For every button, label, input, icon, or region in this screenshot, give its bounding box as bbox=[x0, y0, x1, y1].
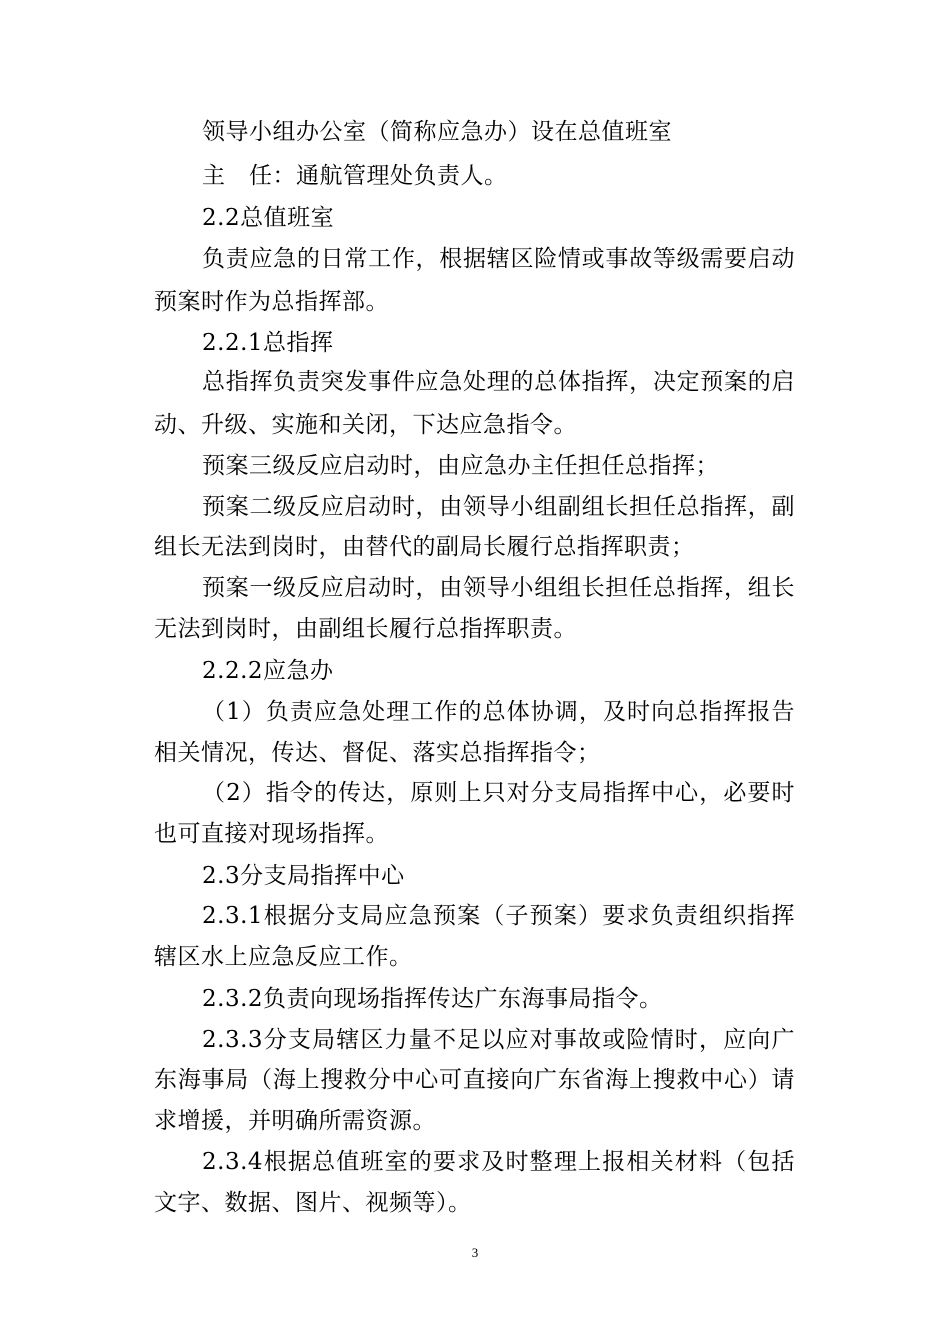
paragraph-line: 2.3.4根据总值班室的要求及时整理上报相关材料（包括 bbox=[202, 1149, 795, 1175]
paragraph-line: 也可直接对现场指挥。 bbox=[154, 821, 389, 847]
page-number: 3 bbox=[471, 1245, 479, 1260]
paragraph-line: （2）指令的传达，原则上只对分支局指挥中心，必要时 bbox=[202, 780, 795, 806]
paragraph-line: 2.3.1根据分支局应急预案（子预案）要求负责组织指挥 bbox=[202, 903, 795, 929]
paragraph-line: 预案时作为总指挥部。 bbox=[154, 289, 389, 315]
paragraph-line: 相关情况，传达、督促、落实总指挥指令； bbox=[154, 740, 601, 766]
paragraph-line: 文字、数据、图片、视频等）。 bbox=[154, 1190, 472, 1216]
paragraph-line: 动、升级、实施和关闭，下达应急指令。 bbox=[154, 412, 577, 438]
section-heading: 2.3分支局指挥中心 bbox=[202, 863, 405, 889]
paragraph-line: 预案一级反应启动时，由领导小组组长担任总指挥，组长 bbox=[202, 575, 795, 601]
section-heading: 2.2.2应急办 bbox=[202, 658, 334, 684]
paragraph-line: 组长无法到岗时，由替代的副局长履行总指挥职责； bbox=[154, 534, 695, 560]
paragraph-line: 辖区水上应急反应工作。 bbox=[154, 944, 413, 970]
paragraph-line: 领导小组办公室（简称应急办）设在总值班室 bbox=[202, 119, 672, 145]
paragraph-line: 主 任：通航管理处负责人。 bbox=[202, 163, 508, 189]
paragraph-line: 2.3.3分支局辖区力量不足以应对事故或险情时，应向广 bbox=[202, 1027, 795, 1053]
paragraph-line: 负责应急的日常工作，根据辖区险情或事故等级需要启动 bbox=[202, 246, 795, 272]
section-heading: 2.2总值班室 bbox=[202, 205, 335, 231]
paragraph-line: 总指挥负责突发事件应急处理的总体指挥，决定预案的启 bbox=[202, 369, 795, 395]
paragraph-line: 2.3.2负责向现场指挥传达广东海事局指令。 bbox=[202, 986, 663, 1012]
section-heading: 2.2.1总指挥 bbox=[202, 330, 334, 356]
paragraph-line: 无法到岗时，由副组长履行总指挥职责。 bbox=[154, 616, 577, 642]
paragraph-line: 东海事局（海上搜救分中心可直接向广东省海上搜救中心）请 bbox=[154, 1067, 795, 1093]
paragraph-line: 求增援，并明确所需资源。 bbox=[154, 1108, 436, 1134]
paragraph-line: 预案三级反应启动时，由应急办主任担任总指挥； bbox=[202, 453, 719, 479]
paragraph-line: 预案二级反应启动时，由领导小组副组长担任总指挥，副 bbox=[202, 494, 795, 520]
paragraph-line: （1）负责应急处理工作的总体协调，及时向总指挥报告 bbox=[202, 699, 795, 725]
